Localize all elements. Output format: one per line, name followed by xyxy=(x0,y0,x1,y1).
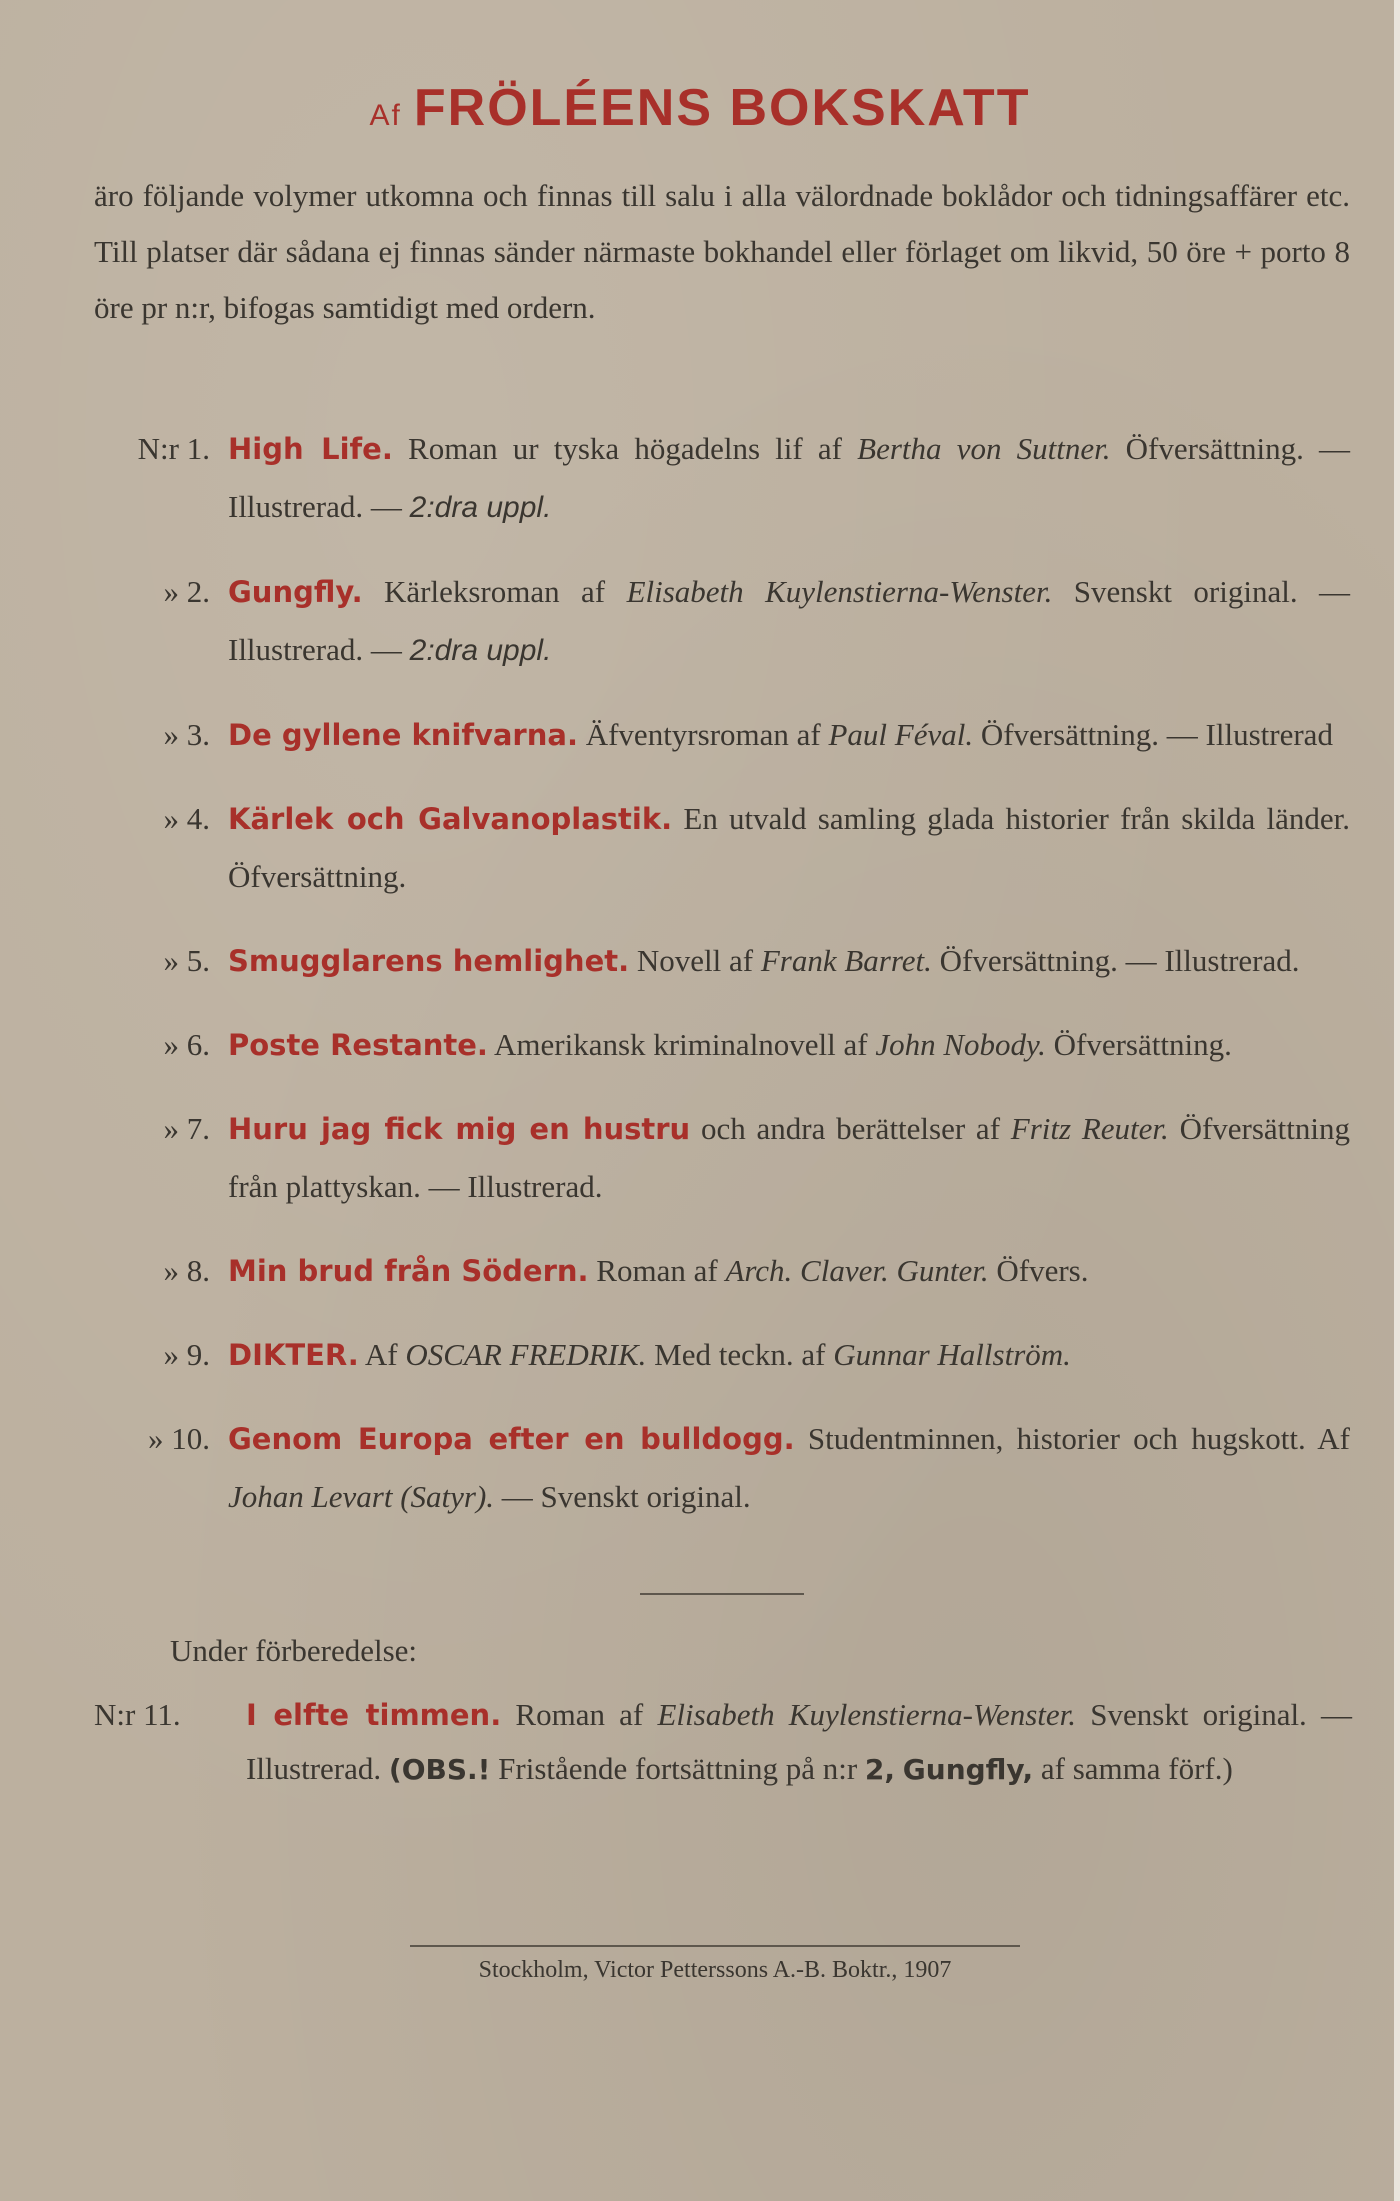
entry-number: » 10. xyxy=(148,1421,210,1456)
book-details: Med teckn. af xyxy=(654,1337,826,1372)
book-entry xyxy=(0,790,1400,906)
book-entry xyxy=(0,420,1400,537)
preparation-heading: Under förberedelse: xyxy=(170,1633,418,1668)
book-description: Kärleksroman af xyxy=(384,574,606,609)
book-details: Öfversättning. xyxy=(1053,1027,1232,1062)
book-title: De gyllene knifvarna. xyxy=(228,718,578,752)
intro-paragraph: äro följande volymer utkomna och finnas till salu i alla välordnade boklådor och tidningsaffärer etc. Till platser där sådana ej finnas sänder närmaste bokhandel eller förlaget om likvid, 50 öre + porto 8 öre pr n:r, bifogas samtidigt med ordern. xyxy=(94,178,1350,325)
book-details: Svenskt original. — Illustrerad. — xyxy=(228,574,1350,667)
book-description: och andra berättelser af xyxy=(700,1111,1001,1146)
book-description: Studentminnen, historier och hugskott. Af xyxy=(807,1421,1350,1456)
book-entry xyxy=(0,1326,1400,1384)
entry-number: » 4. xyxy=(163,801,210,836)
book-entry xyxy=(0,706,1400,764)
book-description: Amerikansk kriminalnovell af xyxy=(494,1027,868,1062)
book-description: Roman af xyxy=(515,1697,644,1732)
book-entry xyxy=(0,932,1400,990)
book-details: Öfversättning. — Illustrerad. xyxy=(939,943,1300,978)
book-entry xyxy=(0,1242,1400,1300)
book-description: Roman ur tyska högadelns lif af xyxy=(408,431,842,466)
book-author: Paul Féval. xyxy=(828,717,974,752)
book-title: Min brud från Södern. xyxy=(228,1254,589,1288)
book-author: John Nobody. xyxy=(875,1027,1046,1062)
printer-imprint: Stockholm, Victor Petterssons A.-B. Boktr., 1907 xyxy=(410,1945,1020,1984)
book-author: Frank Barret. xyxy=(760,943,932,978)
book-description: Novell af xyxy=(636,943,754,978)
entry-number: N:r 1. xyxy=(137,431,210,466)
illustrator: Gunnar Hallström. xyxy=(833,1337,1071,1372)
book-author: Johan Levart (Satyr). xyxy=(228,1479,495,1514)
book-description: Äfventyrsroman af xyxy=(585,717,821,752)
book-title: Huru jag fick mig en hustru xyxy=(228,1112,691,1146)
entry-number: » 3. xyxy=(163,717,210,752)
book-title: Genom Europa efter en bulldogg. xyxy=(228,1422,795,1456)
book-author: Arch. Claver. Gunter. xyxy=(725,1253,989,1288)
book-description: Af xyxy=(364,1337,398,1372)
book-details: Öfversättning från plattyskan. — Illustrerad. xyxy=(228,1111,1351,1204)
entry-number: » 9. xyxy=(163,1337,210,1372)
entry-number: N:r 11. xyxy=(94,1697,181,1732)
book-author: Bertha von Suttner. xyxy=(857,431,1111,466)
book-entry xyxy=(0,563,1400,680)
book-author: Elisabeth Kuylenstierna-Wenster. xyxy=(657,1697,1077,1732)
book-title: Smugglarens hemlighet. xyxy=(228,944,630,978)
book-details: Öfvers. xyxy=(996,1253,1089,1288)
book-entry xyxy=(0,1100,1400,1216)
book-author: Elisabeth Kuylenstierna-Wenster. xyxy=(626,574,1053,609)
book-entry xyxy=(0,1016,1400,1074)
book-title: I elfte timmen. xyxy=(246,1698,502,1732)
entry-number: » 6. xyxy=(163,1027,210,1062)
book-entry-upcoming xyxy=(0,1688,1400,1797)
book-list xyxy=(0,420,1400,1552)
book-details: — Svenskt original. xyxy=(501,1479,751,1514)
book-description: Roman af xyxy=(596,1253,718,1288)
note-text: Fristående fortsättning på n:r xyxy=(498,1751,858,1786)
book-details: Öfversättning. xyxy=(228,859,407,894)
entry-number: » 5. xyxy=(163,943,210,978)
book-edition: 2:dra uppl. xyxy=(409,634,552,667)
book-title: DIKTER. xyxy=(228,1338,359,1372)
entry-number: » 7. xyxy=(163,1111,210,1146)
book-author: OSCAR FREDRIK. xyxy=(405,1337,647,1372)
title-prefix: Af xyxy=(369,99,402,132)
reference-title: Gungfly, xyxy=(902,1753,1034,1786)
book-description: En utvald samling glada historier från skilda länder. xyxy=(683,801,1350,836)
book-details: Svenskt original. — Illustrerad. xyxy=(246,1697,1353,1786)
book-title: Kärlek och Galvanoplastik. xyxy=(228,802,673,836)
obs-note: (OBS.! xyxy=(388,1753,491,1786)
book-title: Gungfly. xyxy=(228,575,363,609)
book-title: Poste Restante. xyxy=(228,1028,488,1062)
book-author: Fritz Reuter. xyxy=(1010,1111,1169,1146)
book-entry xyxy=(0,1410,1400,1526)
book-details: Öfversättning. — Illustrerad. — xyxy=(228,431,1351,524)
reference-number: 2, xyxy=(864,1753,896,1786)
note-tail: af samma förf.) xyxy=(1040,1751,1233,1786)
book-details: Öfversättning. — Illustrerad xyxy=(980,717,1333,752)
section-divider xyxy=(640,1593,804,1595)
book-title: High Life. xyxy=(228,432,393,466)
book-edition: 2:dra uppl. xyxy=(409,491,552,524)
page-title xyxy=(0,78,1400,138)
title-text: FRÖLÉENS BOKSKATT xyxy=(413,79,1031,137)
entry-number: » 8. xyxy=(163,1253,210,1288)
entry-number: » 2. xyxy=(163,574,210,609)
